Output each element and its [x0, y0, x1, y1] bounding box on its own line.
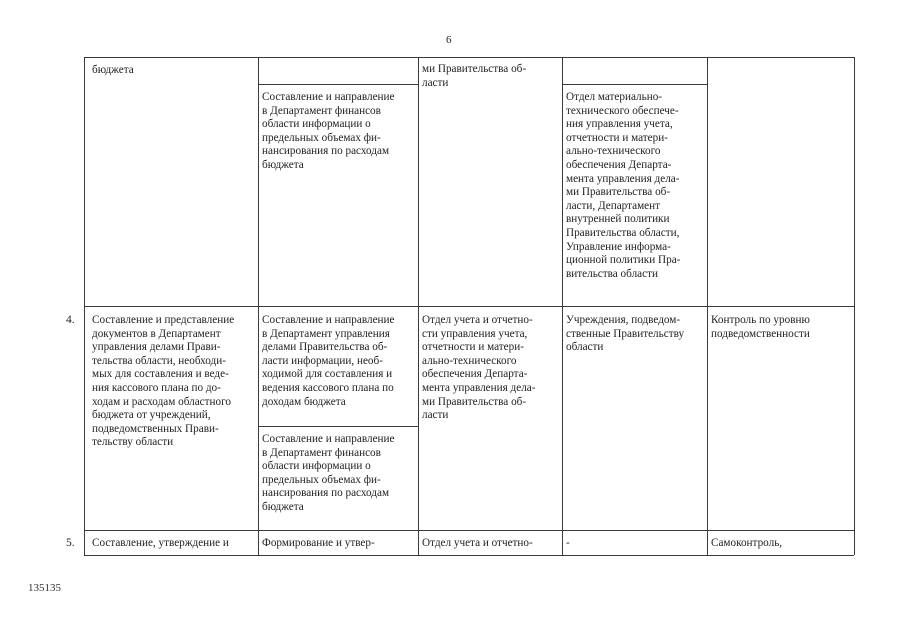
- row-4-result-1-cell: Составление и направление в Департамент управления делами Правительства об- ласти информации, необ- ходимой для составления и ведения кассового плана по доходам бюджета: [262, 314, 395, 408]
- row-4-responsible-cell: Отдел учета и отчетно- сти управления учета, отчетности и матери- ально-технического обеспечения Департа- мента управления дела- ми Правительства об- ласти: [422, 314, 536, 422]
- table-divider: [84, 306, 854, 307]
- table-border-top: [84, 57, 854, 58]
- page-number: 6: [446, 34, 452, 46]
- table-border-left: [84, 57, 85, 555]
- row-4-result-2-cell: Составление и направление в Департамент финансов области информации о предельных объемах фи- нансирования по расходам бюджета: [262, 433, 395, 513]
- row-4-control-cell: Контроль по уровню подведомственности: [711, 314, 810, 340]
- row-5-responsible-cell: Отдел учета и отчетно-: [422, 537, 533, 549]
- cont-responsible-cell: ми Правительства об- ласти: [422, 63, 527, 89]
- row-5-participants-cell: -: [566, 537, 570, 549]
- cont-measure-cell: бюджета: [92, 64, 134, 76]
- row-5-measure-cell: Составление, утверждение и: [92, 537, 229, 549]
- table-border-right: [854, 57, 855, 555]
- table-column-line: [562, 57, 563, 555]
- table-column-line: [707, 57, 708, 555]
- cont-participants-cell: Отдел материально- технического обеспече- ния управления учета, отчетности и матери- ально-технического обеспечения Департа- мента управления дела- ми Правительства об- ласти, Департамент внутренней политики Правительства области, Управление информа- ционной политики Пра- вительства области: [566, 91, 681, 280]
- row-4-measure-cell: Составление и представление документов в Департамент управления делами Прави- тельства области, необходи- мых для составления и веде- ния кассового плана по до- ходам и расходам областного бюджета от учреждений, подведомственных Прави- тельству области: [92, 314, 235, 449]
- row-4-participants-cell: Учреждения, подведом- ственные Правительству области: [566, 314, 685, 354]
- table-border-bottom: [84, 555, 854, 556]
- table-divider: [84, 530, 854, 531]
- table-column-line: [418, 57, 419, 555]
- table-divider: [258, 426, 418, 427]
- table-column-line: [258, 57, 259, 555]
- row-5-number: 5.: [66, 537, 75, 549]
- row-5-result-cell: Формирование и утвер-: [262, 537, 375, 549]
- table-divider: [258, 84, 418, 85]
- table-divider: [562, 84, 707, 85]
- row-4-number: 4.: [66, 314, 75, 326]
- row-5-control-cell: Самоконтроль,: [711, 537, 783, 549]
- document-code: 135135: [28, 582, 61, 594]
- cont-result-cell: Составление и направление в Департамент финансов области информации о предельных объемах фи- нансирования по расходам бюджета: [262, 91, 395, 171]
